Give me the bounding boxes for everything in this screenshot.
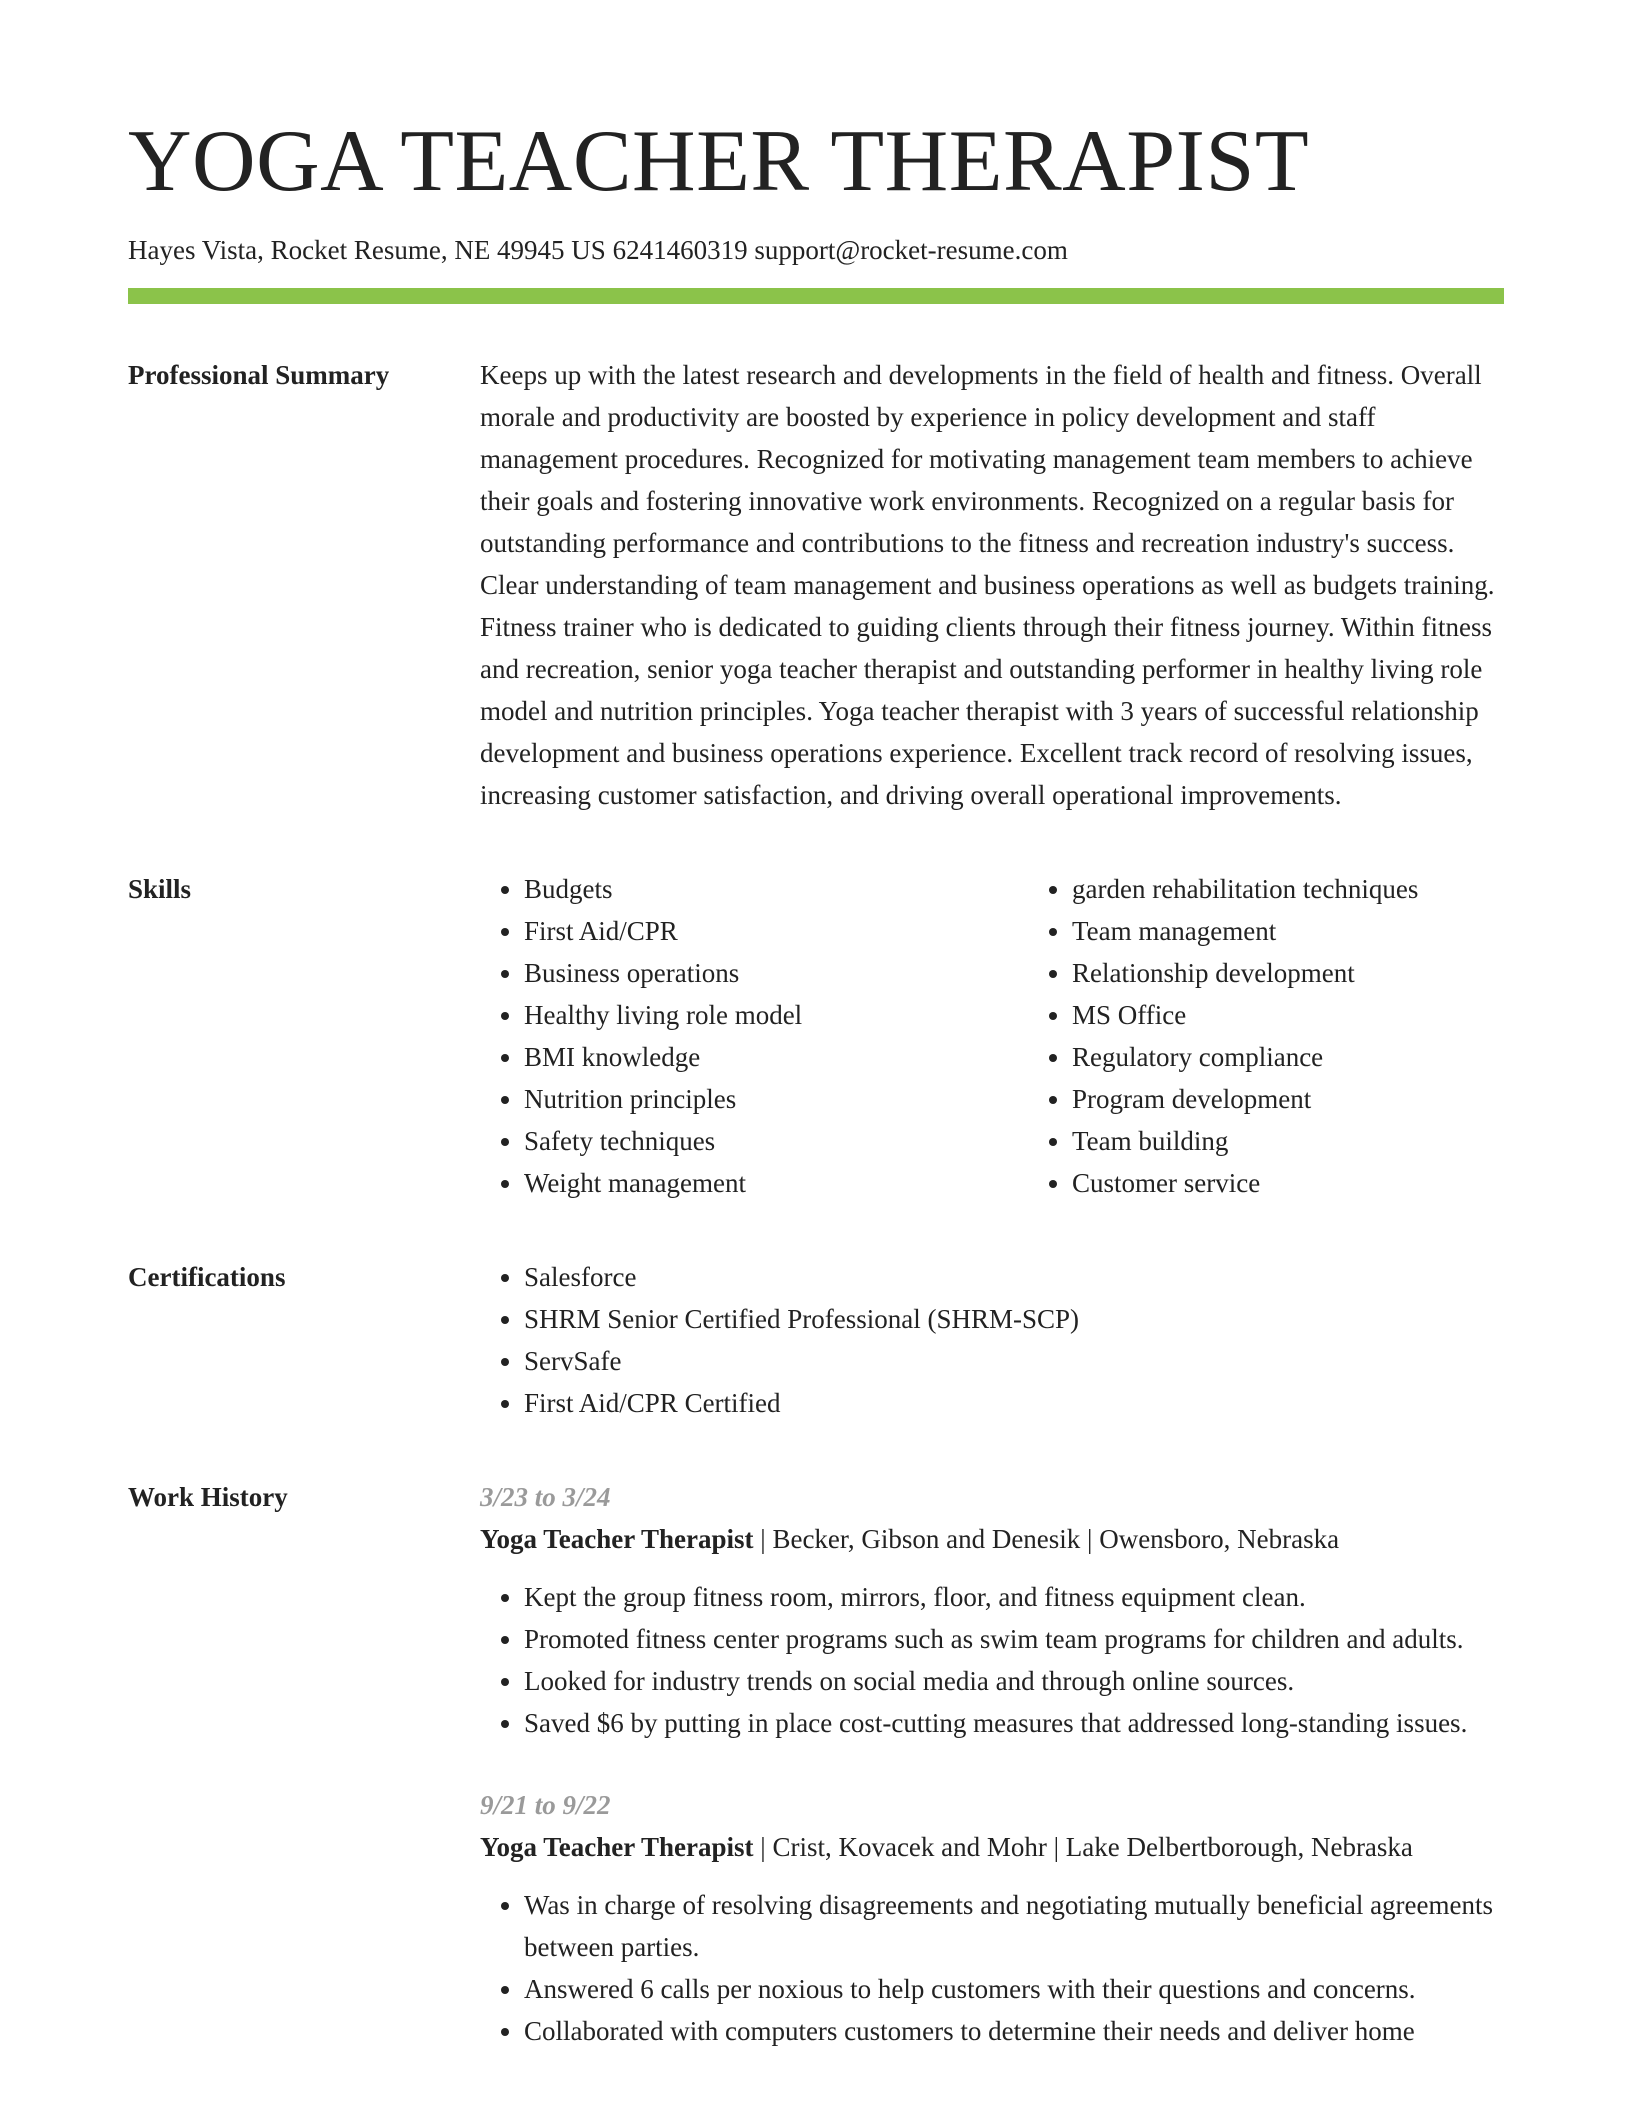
skill-item: • garden rehabilitation techniques <box>1072 868 1504 910</box>
skill-item: • Team management <box>1072 910 1504 952</box>
skill-item: • MS Office <box>1072 994 1504 1036</box>
certification-item: • SHRM Senior Certified Professional (SHRM-SCP) <box>524 1298 1504 1340</box>
summary-section <box>128 354 1504 816</box>
skill-item: • Relationship development <box>1072 952 1504 994</box>
contact-line: Hayes Vista, Rocket Resume, NE 49945 US 6241460319 support@rocket-resume.com <box>128 235 1068 265</box>
job-heading <box>480 1518 1504 1560</box>
skill-item: • Budgets <box>524 868 1028 910</box>
accent-divider <box>128 288 1504 304</box>
job-dates: 9/21 to 9/22 <box>480 1790 611 1821</box>
job-bullet: • Answered 6 calls per noxious to help customers with their questions and concerns. <box>524 1968 1504 2010</box>
job-details: | Becker, Gibson and Denesik | Owensboro, Nebraska <box>753 1524 1340 1555</box>
certifications-list <box>480 1256 1504 1424</box>
job-bullet: • Collaborated with computers customers to determine their needs and deliver home <box>524 2010 1504 2052</box>
work-history-section <box>128 1476 1504 2092</box>
job-bullet: • Kept the group fitness room, mirrors, floor, and fitness equipment clean. <box>524 1576 1504 1618</box>
skill-item: • Safety techniques <box>524 1120 1028 1162</box>
skill-item: • First Aid/CPR <box>524 910 1028 952</box>
section-title-summary: Professional Summary <box>128 360 390 391</box>
job-bullet: • Was in charge of resolving disagreements and negotiating mutually beneficial agreements between parties. <box>524 1884 1504 1968</box>
certifications-section <box>128 1256 1504 1424</box>
job-title: Yoga Teacher Therapist <box>480 1832 754 1863</box>
skill-item: • Regulatory compliance <box>1072 1036 1504 1078</box>
skill-item: • Weight management <box>524 1162 1028 1204</box>
skill-item: • Program development <box>1072 1078 1504 1120</box>
job-dates: 3/23 to 3/24 <box>480 1482 611 1513</box>
job-bullet: • Saved $6 by putting in place cost-cutting measures that addressed long-standing issues. <box>524 1702 1504 1744</box>
job-entry <box>480 1784 1504 2052</box>
job-bullet: • Promoted fitness center programs such as swim team programs for children and adults. <box>524 1618 1504 1660</box>
skills-section <box>128 868 1504 1204</box>
skills-list-left <box>480 868 1028 1204</box>
job-title: Yoga Teacher Therapist <box>480 1524 754 1555</box>
certification-item: • Salesforce <box>524 1256 1504 1298</box>
skills-list-right <box>1028 868 1504 1204</box>
certification-item: • First Aid/CPR Certified <box>524 1382 1504 1424</box>
job-bullets <box>480 1576 1504 1744</box>
section-title-certifications: Certifications <box>128 1262 286 1293</box>
resume-name: YOGA TEACHER THERAPIST <box>128 113 1310 210</box>
job-bullets <box>480 1884 1504 2052</box>
skill-item: • Business operations <box>524 952 1028 994</box>
section-title-skills: Skills <box>128 874 192 905</box>
skill-item: • BMI knowledge <box>524 1036 1028 1078</box>
skill-item: • Team building <box>1072 1120 1504 1162</box>
section-title-work-history: Work History <box>128 1482 288 1513</box>
summary-text: Keeps up with the latest research and developments in the field of health and fitness. Overall morale and productivity are boosted by experience in policy development and staff management procedures. Recognized for motivating management team members to achieve their goals and fostering innovative work environments. Recognized on a regular basis for outstanding performance and contributions to the fitness and recreation industry's success. Clear understanding of team management and business operations as well as budgets training. Fitness trainer who is dedicated to guiding clients through their fitness journey. Within fitness and recreation, senior yoga teacher therapist and outstanding performer in healthy living role model and nutrition principles. Yoga teacher therapist with 3 years of successful relationship development and business operations experience. Excellent track record of resolving issues, increasing customer satisfaction, and driving overall operational improvements. <box>480 360 1495 811</box>
job-bullet: • Looked for industry trends on social media and through online sources. <box>524 1660 1504 1702</box>
job-details: | Crist, Kovacek and Mohr | Lake Delbertborough, Nebraska <box>753 1832 1413 1863</box>
skill-item: • Customer service <box>1072 1162 1504 1204</box>
certification-item: • ServSafe <box>524 1340 1504 1382</box>
job-entry <box>480 1476 1504 1744</box>
skill-item: • Healthy living role model <box>524 994 1028 1036</box>
skill-item: • Nutrition principles <box>524 1078 1028 1120</box>
job-heading <box>480 1826 1504 1868</box>
